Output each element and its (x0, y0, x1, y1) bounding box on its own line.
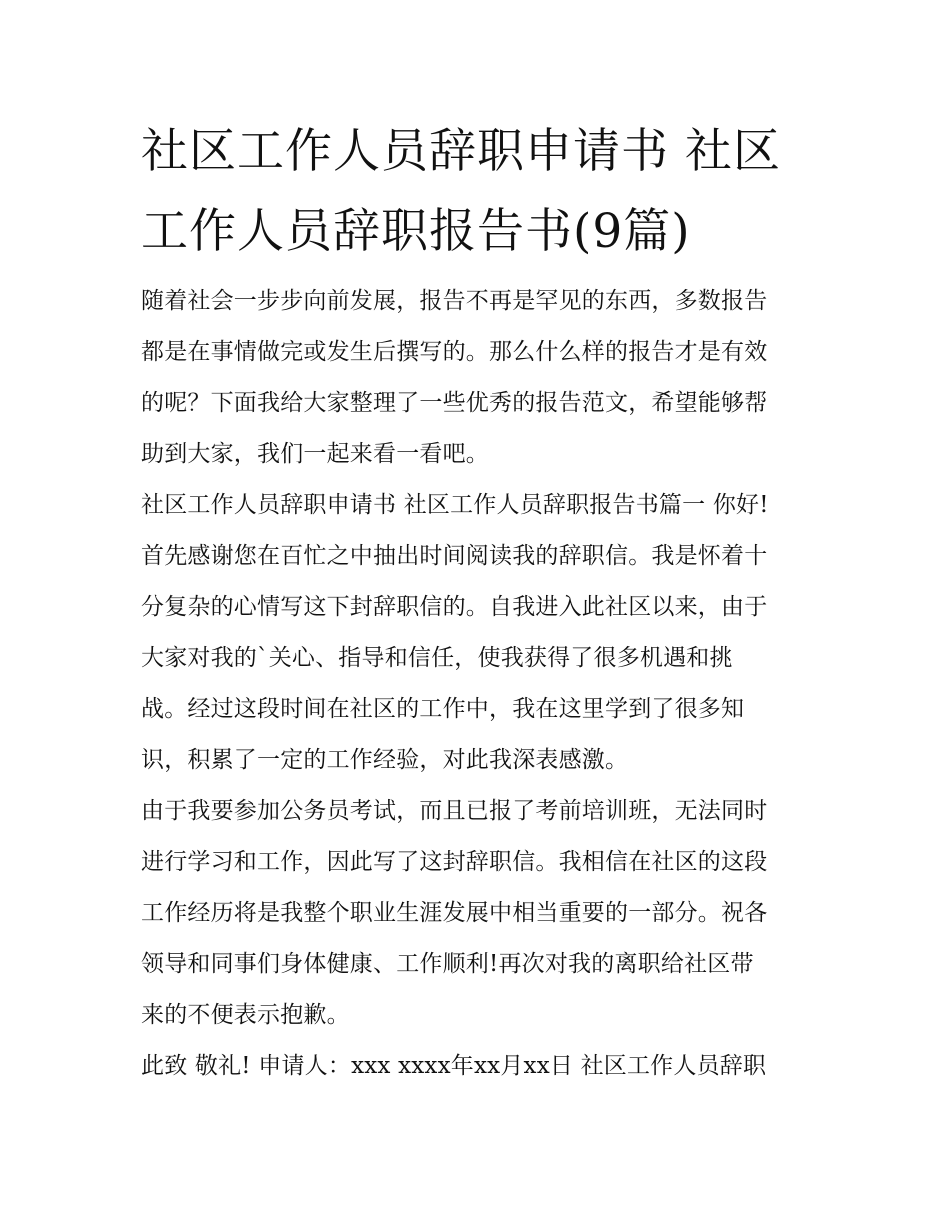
body-line: 分复杂的心情写这下封辞职信的。自我进入此社区以来，由于 (141, 594, 768, 620)
body-line: 首先感谢您在百忙之中抽出时间阅读我的辞职信。我是怀着十 (141, 543, 768, 569)
body-line: 的呢？下面我给大家整理了一些优秀的报告范文，希望能够帮 (141, 390, 768, 416)
body-line: 助到大家，我们一起来看一看吧。 (141, 441, 489, 467)
title-line: 社区工作人员辞职申请书 社区 (141, 124, 781, 179)
body-line: 战。经过这段时间在社区的工作中，我在这里学到了很多知 (141, 696, 745, 722)
body-line: 领导和同事们身体健康、工作顺利!再次对我的离职给社区带 (141, 951, 754, 977)
body-line: 都是在事情做完或发生后撰写的。那么什么样的报告才是有效 (141, 339, 768, 365)
body-line: 识，积累了一定的工作经验，对此我深表感激。 (141, 747, 629, 773)
body-line: 大家对我的`关心、指导和信任，使我获得了很多机遇和挑 (141, 645, 733, 671)
body-line: 进行学习和工作，因此写了这封辞职信。我相信在社区的这段 (141, 849, 768, 875)
body-line: 此致 敬礼! 申请人：xxx xxxx年xx月xx日 社区工作人员辞职 (141, 1053, 767, 1079)
document-body (141, 276, 813, 1092)
body-line: 工作经历将是我整个职业生涯发展中相当重要的一部分。祝各 (141, 900, 768, 926)
body-line: 由于我要参加公务员考试，而且已报了考前培训班，无法同时 (141, 798, 768, 824)
body-line: 来的不便表示抱歉。 (141, 1002, 350, 1028)
body-line: 随着社会一步步向前发展，报告不再是罕见的东西，多数报告 (141, 288, 768, 314)
body-line: 社区工作人员辞职申请书 社区工作人员辞职报告书篇一 你好! (141, 492, 769, 518)
title-line: 工作人员辞职报告书(9篇) (141, 204, 691, 259)
document-title (141, 112, 821, 272)
